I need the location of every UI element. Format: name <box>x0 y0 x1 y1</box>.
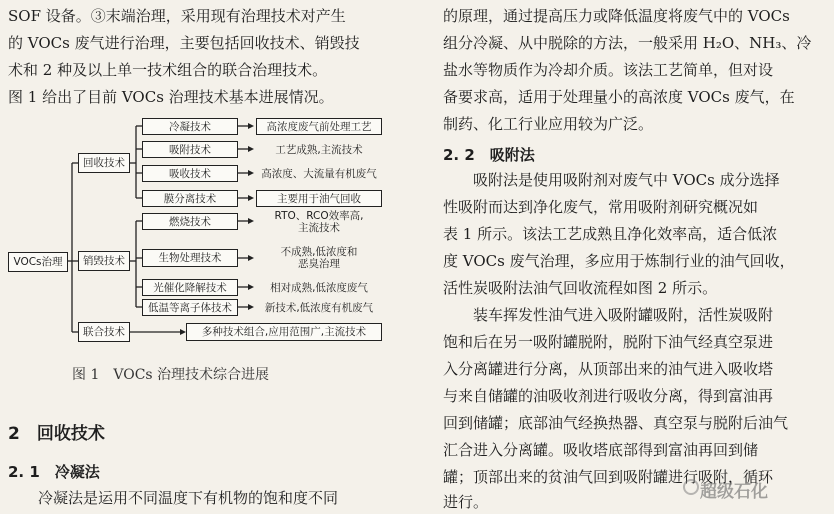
tech-node: 冷凝技术 <box>142 118 238 135</box>
body-text-line: 装车挥发性油气进入吸附罐吸附，活性炭吸附 <box>473 306 774 324</box>
tech-outcome: 高浓度、大流量有机废气 <box>261 167 377 180</box>
tech-node: 光催化降解技术 <box>142 279 238 296</box>
body-text-line: 吸附法是使用吸附剂对废气中 VOCs 成分选择 <box>473 171 780 189</box>
body-text-line: 冷凝法是运用不同温度下有机物的饱和度不同 <box>38 489 339 507</box>
body-text-line: 表 1 所示。该法工艺成熟且净化效率高，适合低浓 <box>443 225 778 243</box>
body-text-line: 入分离罐进行分离，从顶部出来的油气进入吸收塔 <box>443 360 774 378</box>
tech-outcome: 工艺成熟,主流技术 <box>275 143 363 156</box>
group-node-recovery: 回收技术 <box>78 153 130 173</box>
tech-outcome: 相对成熟,低浓度废气 <box>270 281 368 294</box>
body-text-line: 组分冷凝、从中脱除的方法，一般采用 H₂O、NH₃、冷 <box>443 34 812 52</box>
body-text-line: 回到储罐；底部油气经换热器、真空泵与脱附后油气 <box>443 414 789 432</box>
body-text-line: 术和 2 种及以上单一技术组合的联合治理技术。 <box>8 61 328 79</box>
body-text-line: 与来自储罐的油吸收剂进行吸收分离，得到富油再 <box>443 387 774 405</box>
tech-outcome: RTO、RCO效率高, 主流技术 <box>274 210 364 234</box>
tech-node: 吸收技术 <box>142 165 238 182</box>
body-text-line: 度 VOCs 废气治理，多应用于炼制行业的油气回收， <box>443 252 795 270</box>
combined-outcome: 多种技术组合,应用范围广,主流技术 <box>186 323 382 341</box>
tech-outcome: 新技术,低浓度有机废气 <box>264 301 374 314</box>
body-text-line: 汇合进入分离罐。吸收塔底部得到富油再回到储 <box>443 441 759 459</box>
body-text-line: 性吸附而达到净化废气，常用吸附剂研究概况如 <box>443 198 759 216</box>
tech-node: 生物处理技术 <box>142 249 238 267</box>
body-text-line: 盐水等物质作为冷却介质。该法工艺简单，但对设 <box>443 61 774 79</box>
tech-node: 膜分离技术 <box>142 190 238 207</box>
wechat-icon <box>683 479 699 495</box>
subsection-heading: 2. 1 冷凝法 <box>8 463 100 481</box>
section-heading: 2 回收技术 <box>8 424 105 444</box>
body-text-line: 活性炭吸附法油气回收流程如图 2 所示。 <box>443 279 718 297</box>
tech-outcome: 高浓度废气前处理工艺 <box>256 118 382 135</box>
body-text-line: 图 1 给出了目前 VOCs 治理技术基本进展情况。 <box>8 88 334 106</box>
watermark: 超级石化 <box>700 482 768 502</box>
voc-treatment-diagram <box>8 118 388 348</box>
body-text-line: 饱和后在另一吸附罐脱附，脱附下油气经真空泵进 <box>443 333 774 351</box>
body-text-line: 的 VOCs 废气进行治理，主要包括回收技术、销毁技 <box>8 34 360 52</box>
body-text-line: SOF 设备。③末端治理，采用现有治理技术对产生 <box>8 7 346 25</box>
body-text-line: 进行。 <box>443 493 489 511</box>
tech-node: 低温等离子体技术 <box>142 299 238 316</box>
body-text-line: 备要求高，适用于处理量小的高浓度 VOCs 废气，在 <box>443 88 795 106</box>
body-text-line: 的原理，通过提高压力或降低温度将废气中的 VOCs <box>443 7 790 25</box>
group-node-destruction: 销毁技术 <box>78 251 130 271</box>
subsection-heading: 2. 2 吸附法 <box>443 146 535 164</box>
tech-outcome: 不成熟,低浓度和 恶臭治理 <box>280 246 358 270</box>
tech-outcome: 主要用于油气回收 <box>256 190 382 207</box>
root-node: VOCs治理 <box>8 252 68 272</box>
body-text-line: 制药、化工行业应用较为广泛。 <box>443 115 654 133</box>
tech-node: 燃烧技术 <box>142 213 238 230</box>
figure-caption: 图 1 VOCs 治理技术综合进展 <box>72 367 270 383</box>
group-node-combined: 联合技术 <box>78 322 130 342</box>
body-text-line: 罐；顶部出来的贫油气回到吸附罐进行吸附，循环 <box>443 468 774 486</box>
tech-node: 吸附技术 <box>142 141 238 158</box>
